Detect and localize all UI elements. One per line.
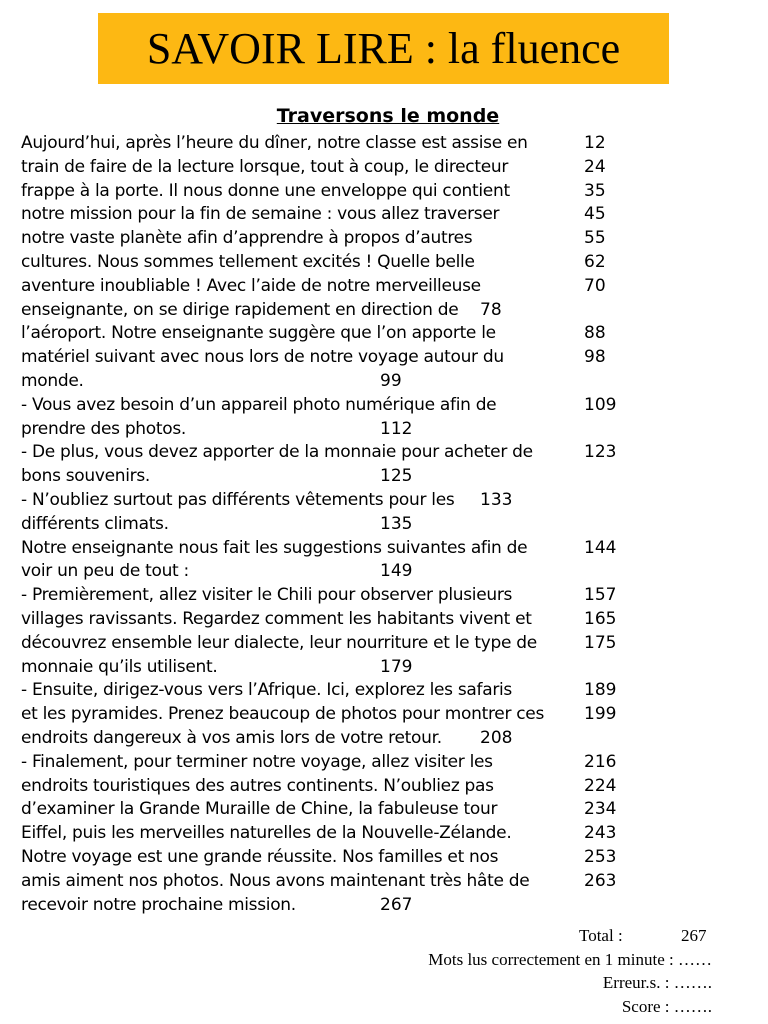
line-text: et les pyramides. Prenez beaucoup de photos pour montrer ces: [21, 704, 545, 725]
line-text: prendre des photos.: [21, 418, 187, 439]
word-count: 123: [584, 442, 617, 463]
line-text: recevoir notre prochaine mission.: [21, 894, 296, 915]
text-line: [21, 679, 721, 703]
line-text: Notre enseignante nous fait les suggestions suivantes afin de: [21, 537, 528, 558]
word-count: 55: [584, 228, 606, 249]
story-title: Traversons le monde: [276, 105, 500, 127]
text-line: [21, 703, 721, 727]
word-count: 88: [584, 323, 606, 344]
line-text: découvrez ensemble leur dialecte, leur nourriture et le type de: [21, 632, 537, 653]
line-text: endroits touristiques des autres continents. N’oubliez pas: [21, 775, 494, 796]
word-count: 189: [584, 680, 617, 701]
word-count: 165: [584, 608, 617, 629]
text-line: [21, 656, 721, 680]
line-text: train de faire de la lecture lorsque, tout à coup, le directeur: [21, 156, 509, 177]
line-text: amis aiment nos photos. Nous avons maintenant très hâte de: [21, 870, 530, 891]
page-title: SAVOIR LIRE : la fluence: [146, 24, 621, 73]
line-text: différents climats.: [21, 513, 169, 534]
word-count: 125: [380, 466, 413, 487]
word-count: 234: [584, 799, 617, 820]
text-line: [21, 346, 721, 370]
text-line: [21, 822, 721, 846]
word-count: 157: [584, 585, 617, 606]
text-line: [21, 370, 721, 394]
line-text: Aujourd’hui, après l’heure du dîner, notre classe est assise en: [21, 133, 528, 153]
line-text: Eiffel, puis les merveilles naturelles de la Nouvelle-Zélande.: [21, 823, 512, 844]
word-count: 62: [584, 251, 606, 272]
line-text: - Ensuite, dirigez-vous vers l’Afrique. Ici, explorez les safaris: [21, 680, 512, 701]
text-line: [21, 203, 721, 227]
word-count: 24: [584, 156, 606, 177]
text-line: [21, 180, 721, 204]
text-line: [21, 894, 721, 918]
line-text: notre mission pour la fin de semaine : vous allez traverser: [21, 204, 500, 225]
line-text: frappe à la porte. Il nous donne une enveloppe qui contient: [21, 180, 510, 201]
text-line: [21, 870, 721, 894]
word-count: 133: [480, 489, 513, 510]
total-value: 267: [681, 926, 707, 945]
word-count: 78: [480, 299, 502, 320]
text-line: [21, 299, 721, 323]
word-count: 224: [584, 775, 617, 796]
text-line: [21, 441, 721, 465]
line-text: - De plus, vous devez apporter de la monnaie pour acheter de: [21, 442, 533, 463]
word-count: 243: [584, 823, 617, 844]
text-line: [21, 418, 721, 442]
word-count: 99: [380, 370, 402, 391]
text-line: [21, 560, 721, 584]
line-text: notre vaste planète afin d’apprendre à propos d’autres: [21, 228, 473, 249]
line-text: d’examiner la Grande Muraille de Chine, la fabuleuse tour: [21, 799, 498, 820]
text-line: [21, 608, 721, 632]
word-count: 267: [380, 894, 413, 915]
text-line: [21, 275, 721, 299]
total-label: Total :: [579, 926, 623, 945]
line-text: bons souvenirs.: [21, 466, 151, 487]
words-correct-label: Mots lus correctement en 1 minute : ……: [428, 950, 712, 969]
line-text: cultures. Nous sommes tellement excités ! Quelle belle: [21, 251, 475, 272]
word-count: 199: [584, 704, 617, 725]
text-line: [21, 132, 721, 156]
line-text: aventure inoubliable ! Avec l’aide de notre merveilleuse: [21, 275, 481, 296]
text-line: [21, 251, 721, 275]
text-line: [21, 489, 721, 513]
story-text: [21, 132, 721, 917]
text-line: [21, 751, 721, 775]
word-count: 98: [584, 347, 606, 368]
line-text: l’aéroport. Notre enseignante suggère que l’on apporte le: [21, 323, 496, 344]
line-text: monde.: [21, 370, 84, 391]
word-count: 45: [584, 204, 606, 225]
story-title-block: [0, 105, 768, 127]
word-count: 208: [480, 727, 513, 748]
line-text: - N’oubliez surtout pas différents vêtements pour les: [21, 489, 455, 510]
line-text: - Finalement, pour terminer notre voyage, allez visiter les: [21, 751, 493, 772]
word-count: 179: [380, 656, 413, 677]
word-count: 70: [584, 275, 606, 296]
text-line: [21, 513, 721, 537]
line-text: monnaie qu’ils utilisent.: [21, 656, 218, 677]
text-line: [21, 846, 721, 870]
text-line: [21, 394, 721, 418]
word-count: 175: [584, 632, 617, 653]
errors-label: Erreur.s. : …….: [602, 973, 712, 992]
text-line: [21, 465, 721, 489]
title-banner: [98, 13, 669, 84]
word-count: 109: [584, 394, 617, 415]
word-count: 112: [380, 418, 413, 439]
text-line: [21, 775, 721, 799]
line-text: endroits dangereux à vos amis lors de votre retour.: [21, 727, 442, 748]
line-text: voir un peu de tout :: [21, 561, 189, 582]
word-count: 263: [584, 870, 617, 891]
word-count: 144: [584, 537, 617, 558]
word-count: 35: [584, 180, 606, 201]
text-line: [21, 322, 721, 346]
line-text: enseignante, on se dirige rapidement en direction de: [21, 299, 459, 320]
line-text: - Premièrement, allez visiter le Chili pour observer plusieurs: [21, 585, 513, 606]
text-line: [21, 798, 721, 822]
text-line: [21, 156, 721, 180]
line-text: villages ravissants. Regardez comment les habitants vivent et: [21, 608, 532, 629]
text-line: [21, 537, 721, 561]
word-count: 216: [584, 751, 617, 772]
score-label: Score : …….: [621, 997, 712, 1016]
word-count: 253: [584, 846, 617, 867]
line-text: Notre voyage est une grande réussite. Nos familles et nos: [21, 846, 499, 867]
word-count: 149: [380, 561, 413, 582]
text-line: [21, 584, 721, 608]
text-line: [21, 632, 721, 656]
text-line: [21, 227, 721, 251]
text-line: [21, 727, 721, 751]
line-text: matériel suivant avec nous lors de notre voyage autour du: [21, 347, 504, 368]
word-count: 135: [380, 513, 413, 534]
word-count: 12: [584, 133, 606, 153]
line-text: - Vous avez besoin d’un appareil photo numérique afin de: [21, 394, 497, 415]
